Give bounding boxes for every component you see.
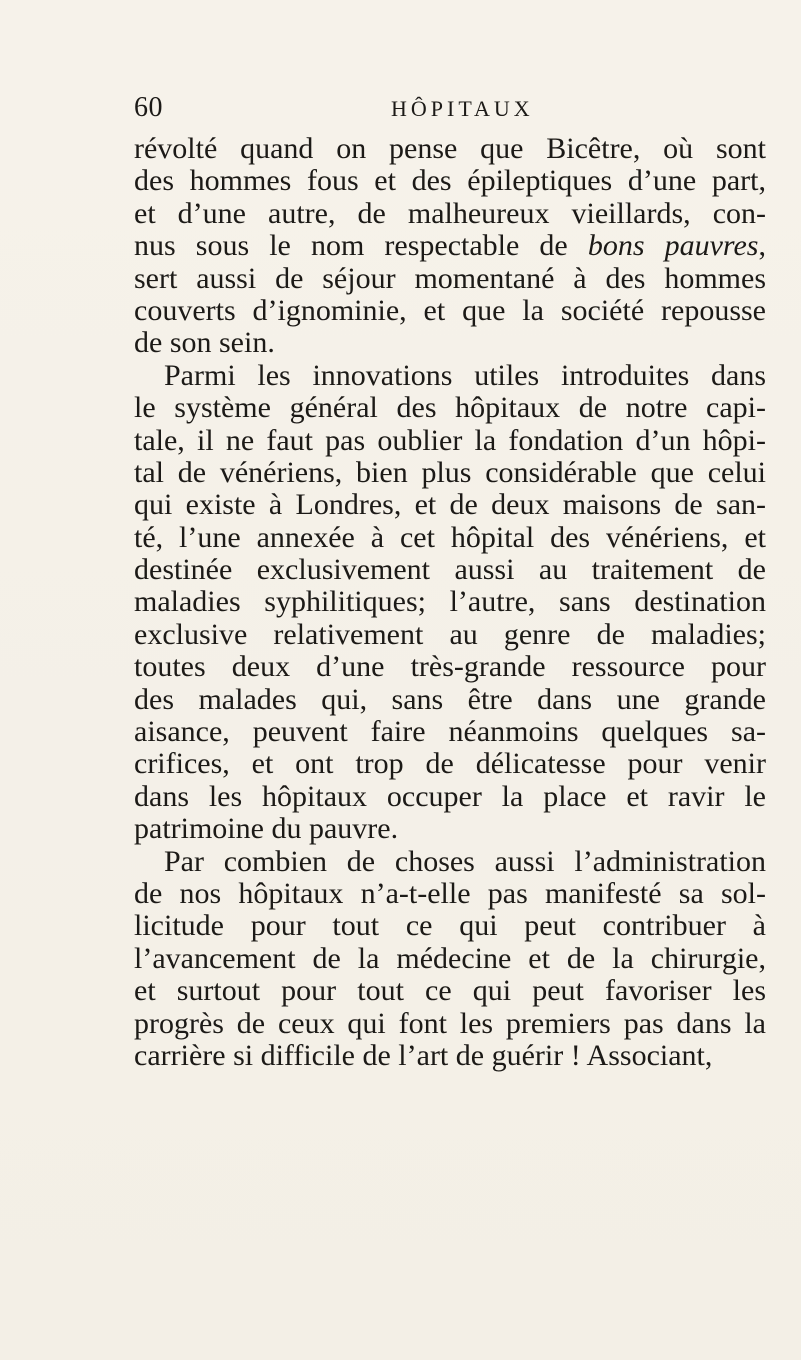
text-line: des hommes fous et des épileptiques d’une part,: [134, 164, 766, 198]
text-line: de son sein.: [134, 326, 275, 360]
text-line: qui existe à Londres, et de deux maisons de san-: [134, 488, 766, 522]
text-line: aisance, peuvent faire néanmoins quelques sa-: [134, 715, 766, 749]
text-line: licitude pour tout ce qui peut contribuer à: [134, 909, 766, 943]
page-header: [134, 92, 774, 124]
paragraph-2: [134, 360, 766, 846]
running-head: HÔPITAUX: [391, 96, 534, 121]
text-line: té, l’une annexée à cet hôpital des vénériens, et: [134, 520, 766, 554]
text-line: maladies syphilitiques; l’autre, sans destination: [134, 585, 766, 619]
text-line: Par combien de choses aussi l’administration: [164, 844, 766, 878]
text-line: crifices, et ont trop de délicatesse pour venir: [134, 747, 766, 781]
text-line: tal de vénériens, bien plus considérable que celui: [134, 455, 766, 489]
paragraph-3: [134, 846, 766, 1073]
text-line: le système général des hôpitaux de notre capi-: [134, 391, 766, 425]
text-line: des malades qui, sans être dans une grande: [134, 682, 766, 716]
text-line: couverts d’ignominie, et que la société repousse: [134, 293, 766, 327]
text-line: toutes deux d’une très-grande ressource pour: [134, 650, 766, 684]
text-line: carrière si difficile de l’art de guérir ! Associant,: [134, 1038, 713, 1072]
text-line: destinée exclusivement aussi au traitement de: [134, 553, 766, 587]
text-line: sert aussi de séjour momentané à des hommes: [134, 261, 766, 295]
text-line: tale, il ne faut pas oublier la fondation d’un hôpi-: [134, 423, 766, 457]
text-line: et d’une autre, de malheureux vieillards, con-: [134, 196, 766, 230]
text-line: révolté quand on pense que Bicêtre, où sont: [134, 132, 766, 165]
text-line-italic-phrase: nus sous le nom respectable de bons pauvres,: [134, 229, 766, 263]
text-line: de nos hôpitaux n’a-t-elle pas manifesté sa sol-: [134, 876, 766, 910]
text-line: exclusive relativement au genre de maladies;: [134, 617, 766, 651]
body-text: [134, 133, 766, 1072]
text-line: l’avancement de la médecine et de la chirurgie,: [134, 941, 766, 975]
text-line: progrès de ceux qui font les premiers pas dans la: [134, 1006, 766, 1040]
text-line: et surtout pour tout ce qui peut favoriser les: [134, 974, 766, 1008]
italic-phrase: bons pauvres: [587, 229, 759, 263]
page-number: 60: [134, 92, 163, 123]
text-line: patrimoine du pauvre.: [134, 812, 399, 846]
text-line: dans les hôpitaux occuper la place et ravir le: [134, 779, 766, 813]
text-line: Parmi les innovations utiles introduites dans: [164, 358, 766, 392]
paragraph-1: [134, 133, 766, 360]
